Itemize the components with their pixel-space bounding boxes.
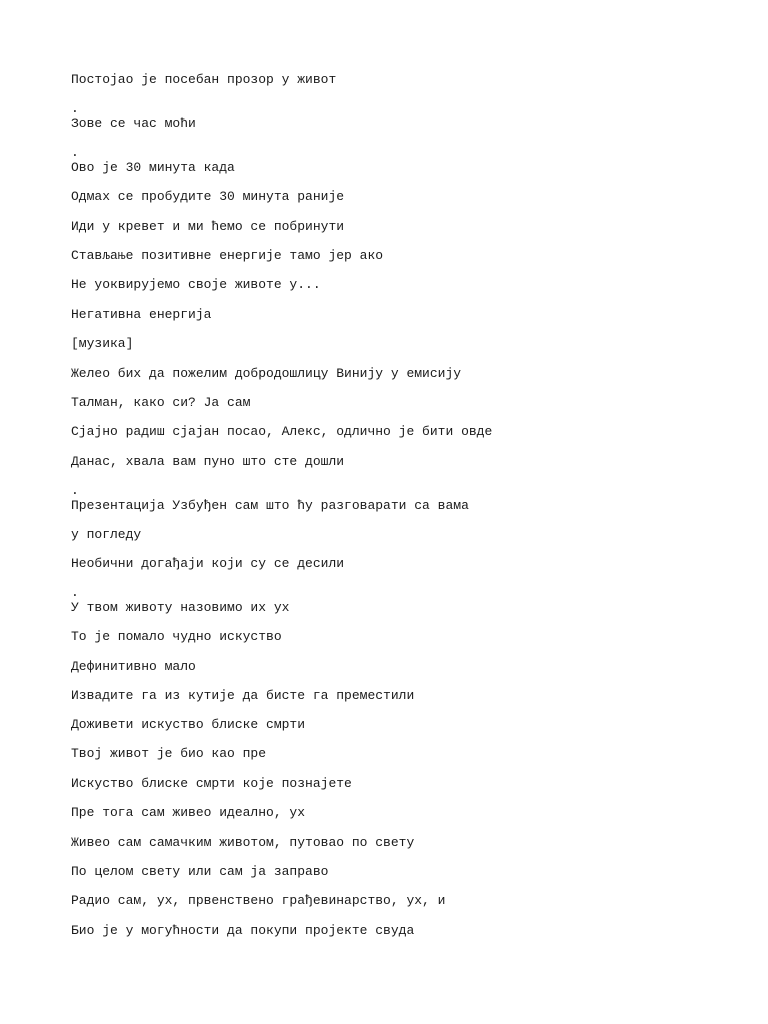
- transcript-line: .: [71, 145, 79, 160]
- transcript-line: Негативна енергија: [71, 307, 212, 322]
- transcript-line: Доживети искуство блиске смрти: [71, 717, 306, 732]
- transcript-line: [музика]: [71, 336, 134, 351]
- transcript-line: У твом животу назовимо их ух: [71, 600, 290, 615]
- transcript-line: Презентација Узбуђен сам што ћу разговарати са вама: [71, 498, 469, 513]
- transcript-line: .: [71, 101, 79, 116]
- transcript-line: Стављање позитивне енергије тамо јер ако: [71, 248, 384, 263]
- transcript-line: Зове се час моћи: [71, 116, 196, 131]
- transcript-line: Извадите га из кутије да бисте га преместили: [71, 688, 415, 703]
- transcript-line: Дефинитивно мало: [71, 659, 196, 674]
- transcript-line: Желео бих да пожелим добродошлицу Винију у емисију: [71, 366, 462, 381]
- transcript-line: .: [71, 585, 79, 600]
- transcript-line: Искуство блиске смрти које познајете: [71, 776, 352, 791]
- transcript-line: По целом свету или сам ја заправо: [71, 864, 329, 879]
- transcript-line: Данас, хвала вам пуно што сте дошли: [71, 454, 345, 469]
- transcript-line: Не уоквирујемо своје животе у...: [71, 277, 321, 292]
- transcript-line: Иди у кревет и ми ћемо се побринути: [71, 219, 345, 234]
- transcript-line: у погледу: [71, 527, 142, 542]
- transcript-line: Талман, како си? Ја сам: [71, 395, 251, 410]
- transcript-line: Сјајно радиш сјајан посао, Алекс, одлично је бити овде: [71, 424, 493, 439]
- transcript-line: Пре тога сам живео идеално, ух: [71, 805, 306, 820]
- transcript-line: Необични догађаји који су се десили: [71, 556, 345, 571]
- transcript-line: .: [71, 483, 79, 498]
- transcript-line: Био је у могућности да покупи пројекте свуда: [71, 923, 415, 938]
- transcript-line: Радио сам, ух, првенствено грађевинарство, ух, и: [71, 893, 446, 908]
- transcript-line: Ово је 30 минута када: [71, 160, 235, 175]
- transcript-line: Постојао је посебан прозор у живот: [71, 72, 337, 87]
- transcript-line: Одмах се пробудите 30 минута раније: [71, 189, 345, 204]
- transcript-line: То је помало чудно искуство: [71, 629, 282, 644]
- transcript-line: Твој живот је био као пре: [71, 746, 267, 761]
- transcript-line: Живео сам самачким животом, путовао по свету: [71, 835, 415, 850]
